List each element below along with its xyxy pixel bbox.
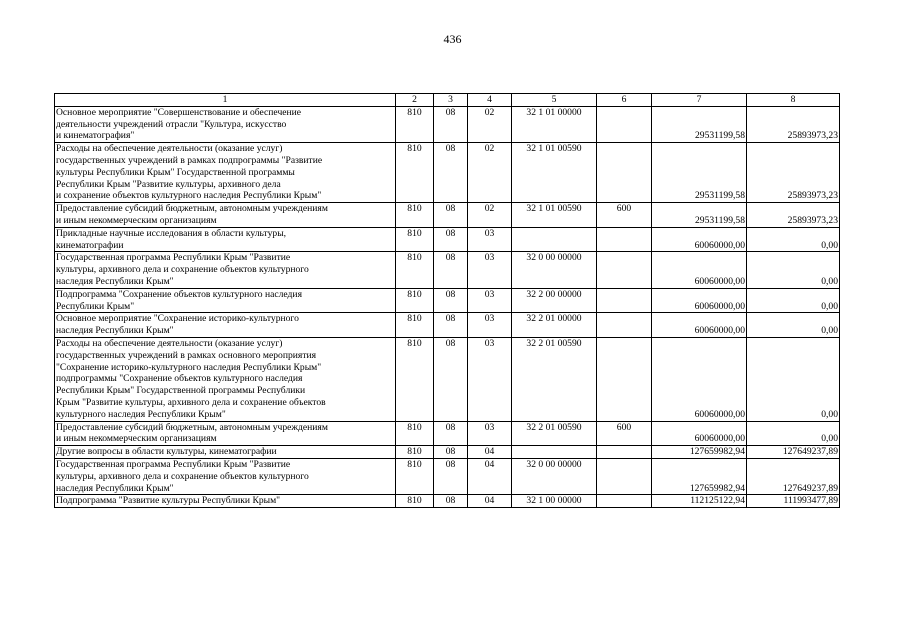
target-article-cell: 32 1 01 00000	[512, 106, 597, 142]
ministry-code-cell: 810	[396, 337, 434, 421]
expense-type-cell: 600	[597, 421, 652, 446]
section-code-cell: 08	[434, 227, 468, 252]
target-article-cell: 32 0 00 00000	[512, 458, 597, 494]
row-title-cell: Прикладные научные исследования в области культуры, кинематографии	[55, 227, 396, 252]
amount-year-2-cell: 25893973,23	[747, 203, 840, 228]
section-code-cell: 08	[434, 421, 468, 446]
ministry-code-cell: 810	[396, 421, 434, 446]
amount-year-1-cell: 29531199,58	[652, 143, 747, 203]
row-title-cell: Основное мероприятие "Совершенствование и обеспечение деятельности учреждений отрасли "Культура, искусство и кинематография"	[55, 106, 396, 142]
page-number: 436	[443, 32, 462, 46]
header-cell: 4	[468, 94, 512, 107]
expense-type-cell: 600	[597, 203, 652, 228]
expense-type-cell	[597, 495, 652, 508]
amount-year-1-cell: 112125122,94	[652, 495, 747, 508]
ministry-code-cell: 810	[396, 252, 434, 288]
row-title-cell: Государственная программа Республики Крым "Развитие культуры, архивного дела и сохранение объектов культурного наследия Республики Крым"	[55, 458, 396, 494]
table-row	[55, 143, 840, 203]
row-title-cell: Другие вопросы в области культуры, кинематографии	[55, 446, 396, 459]
target-article-cell: 32 0 00 00000	[512, 252, 597, 288]
header-cell: 2	[396, 94, 434, 107]
expense-type-cell	[597, 313, 652, 338]
target-article-cell: 32 2 01 00590	[512, 337, 597, 421]
amount-year-1-cell: 60060000,00	[652, 227, 747, 252]
expense-type-cell	[597, 446, 652, 459]
amount-year-2-cell: 111993477,89	[747, 495, 840, 508]
subsection-code-cell: 03	[468, 421, 512, 446]
subsection-code-cell: 04	[468, 458, 512, 494]
row-title-cell: Подпрограмма "Развитие культуры Республики Крым"	[55, 495, 396, 508]
subsection-code-cell: 02	[468, 106, 512, 142]
budget-table	[54, 93, 840, 508]
subsection-code-cell: 04	[468, 495, 512, 508]
subsection-code-cell: 03	[468, 337, 512, 421]
ministry-code-cell: 810	[396, 446, 434, 459]
table-row	[55, 252, 840, 288]
table-row	[55, 313, 840, 338]
target-article-cell: 32 2 01 00590	[512, 421, 597, 446]
table-header-row	[55, 94, 840, 107]
amount-year-1-cell: 29531199,58	[652, 106, 747, 142]
table-row	[55, 288, 840, 313]
amount-year-1-cell: 127659982,94	[652, 446, 747, 459]
amount-year-2-cell: 25893973,23	[747, 143, 840, 203]
section-code-cell: 08	[434, 313, 468, 338]
header-cell: 5	[512, 94, 597, 107]
amount-year-1-cell: 60060000,00	[652, 288, 747, 313]
expense-type-cell	[597, 227, 652, 252]
subsection-code-cell: 04	[468, 446, 512, 459]
expense-type-cell	[597, 458, 652, 494]
row-title-cell: Расходы на обеспечение деятельности (оказание услуг) государственных учреждений в рамках подпрограммы "Развитие культуры Республики Крым" Государственной программы Республики Крым "Развитие культуры, архивного дела и сохранение объектов культурного наследия Республики Крым"	[55, 143, 396, 203]
section-code-cell: 08	[434, 458, 468, 494]
target-article-cell: 32 1 01 00590	[512, 143, 597, 203]
table-row	[55, 458, 840, 494]
section-code-cell: 08	[434, 495, 468, 508]
table-row	[55, 337, 840, 421]
amount-year-1-cell: 60060000,00	[652, 252, 747, 288]
amount-year-2-cell: 0,00	[747, 288, 840, 313]
amount-year-2-cell: 25893973,23	[747, 106, 840, 142]
ministry-code-cell: 810	[396, 495, 434, 508]
row-title-cell: Предоставление субсидий бюджетным, автономным учреждениям и иным некоммерческим организациям	[55, 421, 396, 446]
amount-year-1-cell: 60060000,00	[652, 337, 747, 421]
amount-year-1-cell: 127659982,94	[652, 458, 747, 494]
target-article-cell: 32 2 01 00000	[512, 313, 597, 338]
section-code-cell: 08	[434, 106, 468, 142]
header-cell: 7	[652, 94, 747, 107]
table-row	[55, 203, 840, 228]
amount-year-1-cell: 60060000,00	[652, 421, 747, 446]
section-code-cell: 08	[434, 337, 468, 421]
header-cell: 8	[747, 94, 840, 107]
subsection-code-cell: 03	[468, 313, 512, 338]
expense-type-cell	[597, 337, 652, 421]
row-title-cell: Подпрограмма "Сохранение объектов культурного наследия Республики Крым"	[55, 288, 396, 313]
target-article-cell	[512, 446, 597, 459]
target-article-cell: 32 1 00 00000	[512, 495, 597, 508]
row-title-cell: Предоставление субсидий бюджетным, автономным учреждениям и иным некоммерческим организациям	[55, 203, 396, 228]
amount-year-2-cell: 0,00	[747, 252, 840, 288]
row-title-cell: Расходы на обеспечение деятельности (оказание услуг) государственных учреждений в рамках основного мероприятия "Сохранение историко-культурного наследия Республики Крым" подпрограммы "Сохранение объектов культурного наследия Республики Крым" Государственной программы Республики Крым "Развитие культуры, архивного дела и сохранение объектов культурного наследия Республики Крым"	[55, 337, 396, 421]
ministry-code-cell: 810	[396, 203, 434, 228]
row-title-cell: Основное мероприятие "Сохранение историко-культурного наследия Республики Крым"	[55, 313, 396, 338]
ministry-code-cell: 810	[396, 227, 434, 252]
subsection-code-cell: 03	[468, 227, 512, 252]
table-row	[55, 227, 840, 252]
section-code-cell: 08	[434, 446, 468, 459]
table-row	[55, 106, 840, 142]
ministry-code-cell: 810	[396, 458, 434, 494]
amount-year-2-cell: 0,00	[747, 421, 840, 446]
amount-year-2-cell: 0,00	[747, 313, 840, 338]
expense-type-cell	[597, 252, 652, 288]
subsection-code-cell: 03	[468, 288, 512, 313]
target-article-cell	[512, 227, 597, 252]
target-article-cell: 32 2 00 00000	[512, 288, 597, 313]
section-code-cell: 08	[434, 288, 468, 313]
subsection-code-cell: 02	[468, 203, 512, 228]
amount-year-2-cell: 0,00	[747, 337, 840, 421]
amount-year-2-cell: 127649237,89	[747, 458, 840, 494]
table-row	[55, 446, 840, 459]
ministry-code-cell: 810	[396, 313, 434, 338]
amount-year-1-cell: 60060000,00	[652, 313, 747, 338]
amount-year-2-cell: 0,00	[747, 227, 840, 252]
header-cell: 6	[597, 94, 652, 107]
section-code-cell: 08	[434, 252, 468, 288]
amount-year-2-cell: 127649237,89	[747, 446, 840, 459]
subsection-code-cell: 02	[468, 143, 512, 203]
ministry-code-cell: 810	[396, 288, 434, 313]
table-row	[55, 421, 840, 446]
expense-type-cell	[597, 143, 652, 203]
header-cell: 3	[434, 94, 468, 107]
subsection-code-cell: 03	[468, 252, 512, 288]
amount-year-1-cell: 29531199,58	[652, 203, 747, 228]
target-article-cell: 32 1 01 00590	[512, 203, 597, 228]
ministry-code-cell: 810	[396, 106, 434, 142]
expense-type-cell	[597, 106, 652, 142]
ministry-code-cell: 810	[396, 143, 434, 203]
section-code-cell: 08	[434, 203, 468, 228]
expense-type-cell	[597, 288, 652, 313]
table-row	[55, 495, 840, 508]
row-title-cell: Государственная программа Республики Крым "Развитие культуры, архивного дела и сохранение объектов культурного наследия Республики Крым"	[55, 252, 396, 288]
section-code-cell: 08	[434, 143, 468, 203]
header-cell: 1	[55, 94, 396, 107]
